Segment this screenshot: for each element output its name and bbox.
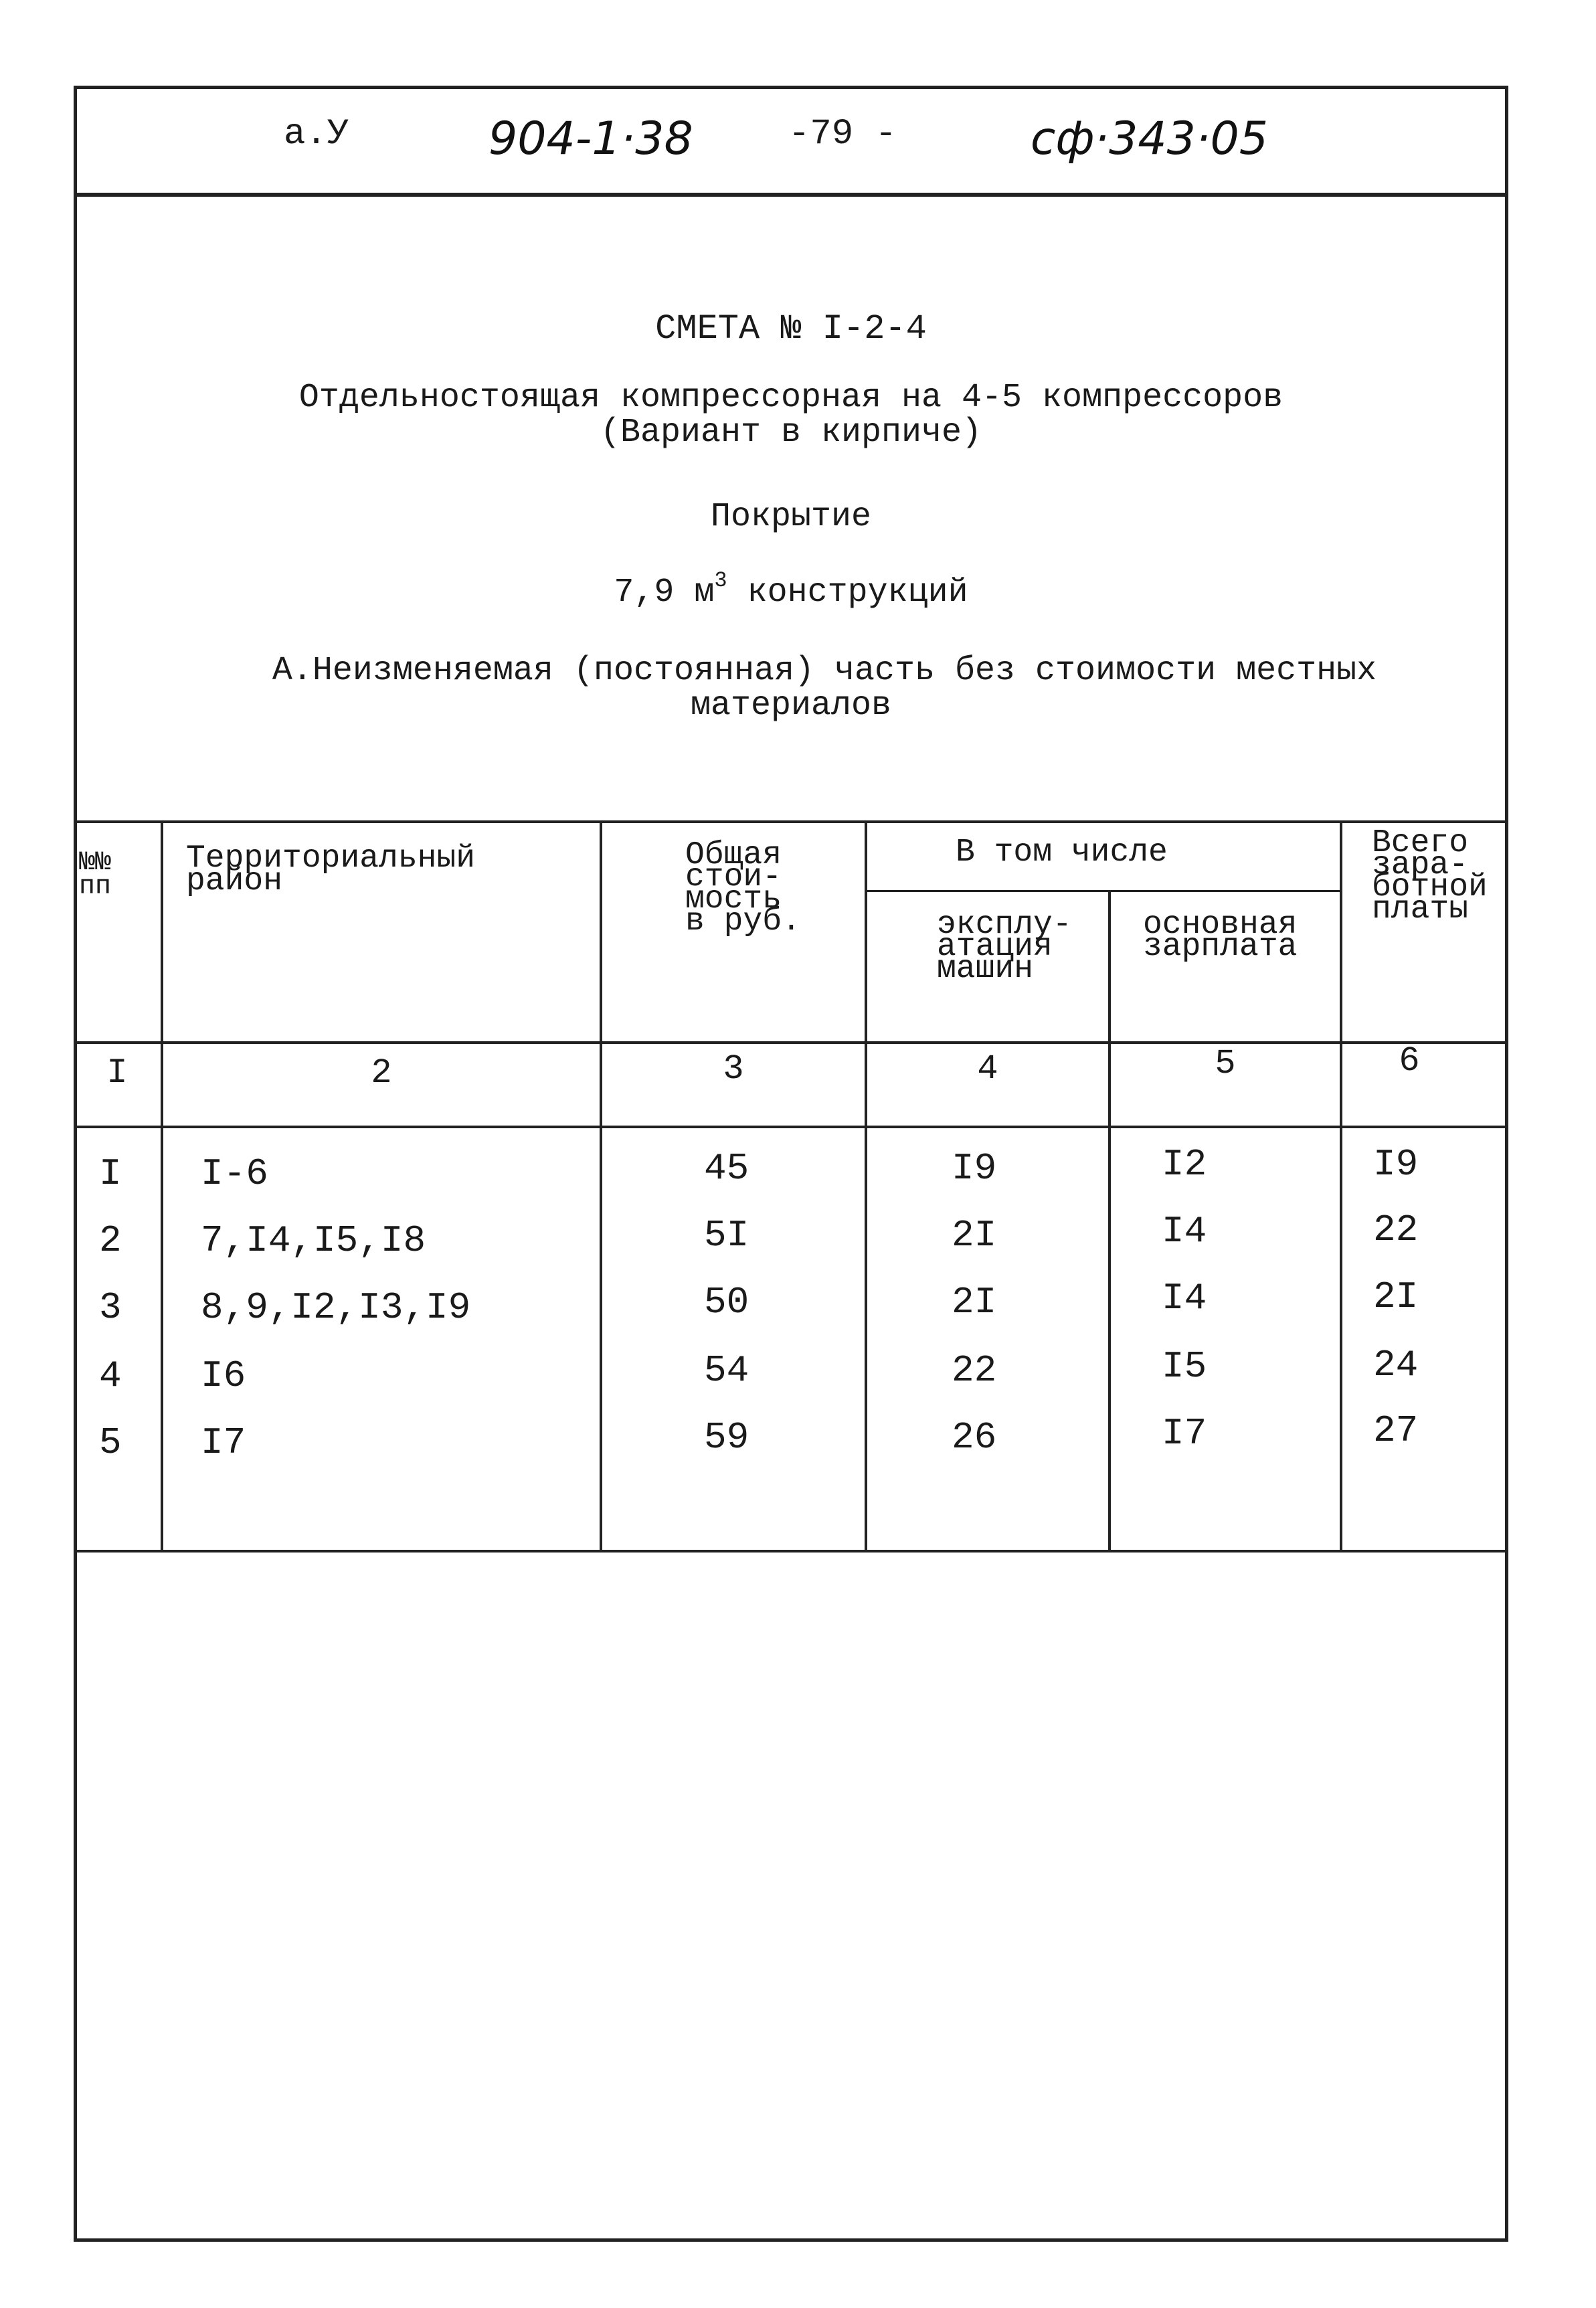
row-number: I — [99, 1152, 122, 1195]
volume-line — [74, 570, 1508, 610]
column-number: I — [106, 1053, 128, 1093]
smeta-title: СМЕТА № I-2-4 — [655, 309, 927, 349]
row-region: 8,9,I2,I3,I9 — [201, 1286, 471, 1329]
row-machines: 2I — [952, 1281, 997, 1324]
row-machines: 26 — [952, 1416, 997, 1459]
row-salary: I4 — [1162, 1210, 1207, 1253]
object-line-2: (Вариант в кирпиче) — [600, 414, 982, 452]
row-salary: I5 — [1162, 1345, 1207, 1388]
row-number: 4 — [99, 1354, 122, 1397]
row-total: 59 — [704, 1416, 749, 1459]
row-number: 5 — [99, 1421, 122, 1464]
header-machines: эксплу- атация машин — [937, 907, 1072, 987]
header-project-number: 904-1·38 — [489, 112, 693, 165]
header-salary: основная зарплата — [1143, 907, 1298, 965]
header-au: а.У — [284, 114, 349, 155]
header-no: №№ пп — [79, 848, 112, 902]
row-all-salary: 2I — [1373, 1275, 1419, 1318]
row-machines: 2I — [952, 1214, 997, 1257]
row-salary: I7 — [1162, 1412, 1207, 1455]
table-bottom-border — [74, 1550, 1508, 1552]
column-number: 3 — [723, 1049, 744, 1089]
part-line-2: материалов — [690, 687, 892, 725]
volume-superscript: 3 — [714, 568, 727, 593]
row-total: 5I — [704, 1214, 749, 1257]
header-total: Общая стои- мость в руб. — [685, 837, 801, 940]
column-number: 4 — [977, 1049, 998, 1089]
row-all-salary: I9 — [1373, 1143, 1419, 1186]
row-region: 7,I4,I5,I8 — [201, 1219, 426, 1262]
row-total: 50 — [704, 1281, 749, 1324]
row-region: I6 — [201, 1354, 246, 1397]
section-title: Покрытие — [710, 498, 872, 536]
row-all-salary: 27 — [1373, 1409, 1419, 1452]
header-all-salary: Всего зара- ботной платы — [1372, 825, 1488, 927]
header-region: Территориальный район — [186, 840, 476, 899]
column-divider-2 — [600, 820, 602, 1552]
object-line-1: Отдельностоящая компрессорная на 4-5 компрессоров — [298, 379, 1283, 417]
header-page-number: -79 - — [788, 114, 897, 155]
row-salary: I2 — [1162, 1143, 1207, 1186]
column-divider-5 — [1340, 820, 1342, 1552]
row-total: 54 — [704, 1349, 749, 1392]
row-region: I-6 — [201, 1152, 268, 1195]
row-region: I7 — [201, 1421, 246, 1464]
header-including: В том числе — [956, 834, 1168, 871]
table-top-border — [74, 820, 1508, 823]
row-machines: I9 — [952, 1147, 997, 1190]
row-salary: I4 — [1162, 1277, 1207, 1320]
column-number: 6 — [1399, 1041, 1420, 1081]
volume-suffix: конструкций — [727, 573, 968, 612]
row-all-salary: 22 — [1373, 1209, 1419, 1251]
column-divider-3 — [865, 820, 867, 1552]
row-number: 2 — [99, 1219, 122, 1262]
column-divider-1 — [161, 820, 163, 1552]
row-all-salary: 24 — [1373, 1344, 1419, 1387]
column-divider-4 — [1108, 890, 1111, 1552]
column-number: 5 — [1215, 1044, 1236, 1083]
subheader-divider — [867, 890, 1340, 892]
row-machines: 22 — [952, 1349, 997, 1392]
numbers-bottom-border — [74, 1126, 1508, 1128]
header-code: сф·343·05 — [1031, 112, 1269, 165]
part-line-1: А.Неизменяемая (постоянная) часть без стоимости местных — [272, 652, 1377, 690]
column-number: 2 — [371, 1053, 392, 1093]
header-divider — [74, 193, 1508, 197]
row-total: 45 — [704, 1147, 749, 1190]
row-number: 3 — [99, 1286, 122, 1329]
volume-prefix: 7,9 м — [614, 573, 715, 612]
